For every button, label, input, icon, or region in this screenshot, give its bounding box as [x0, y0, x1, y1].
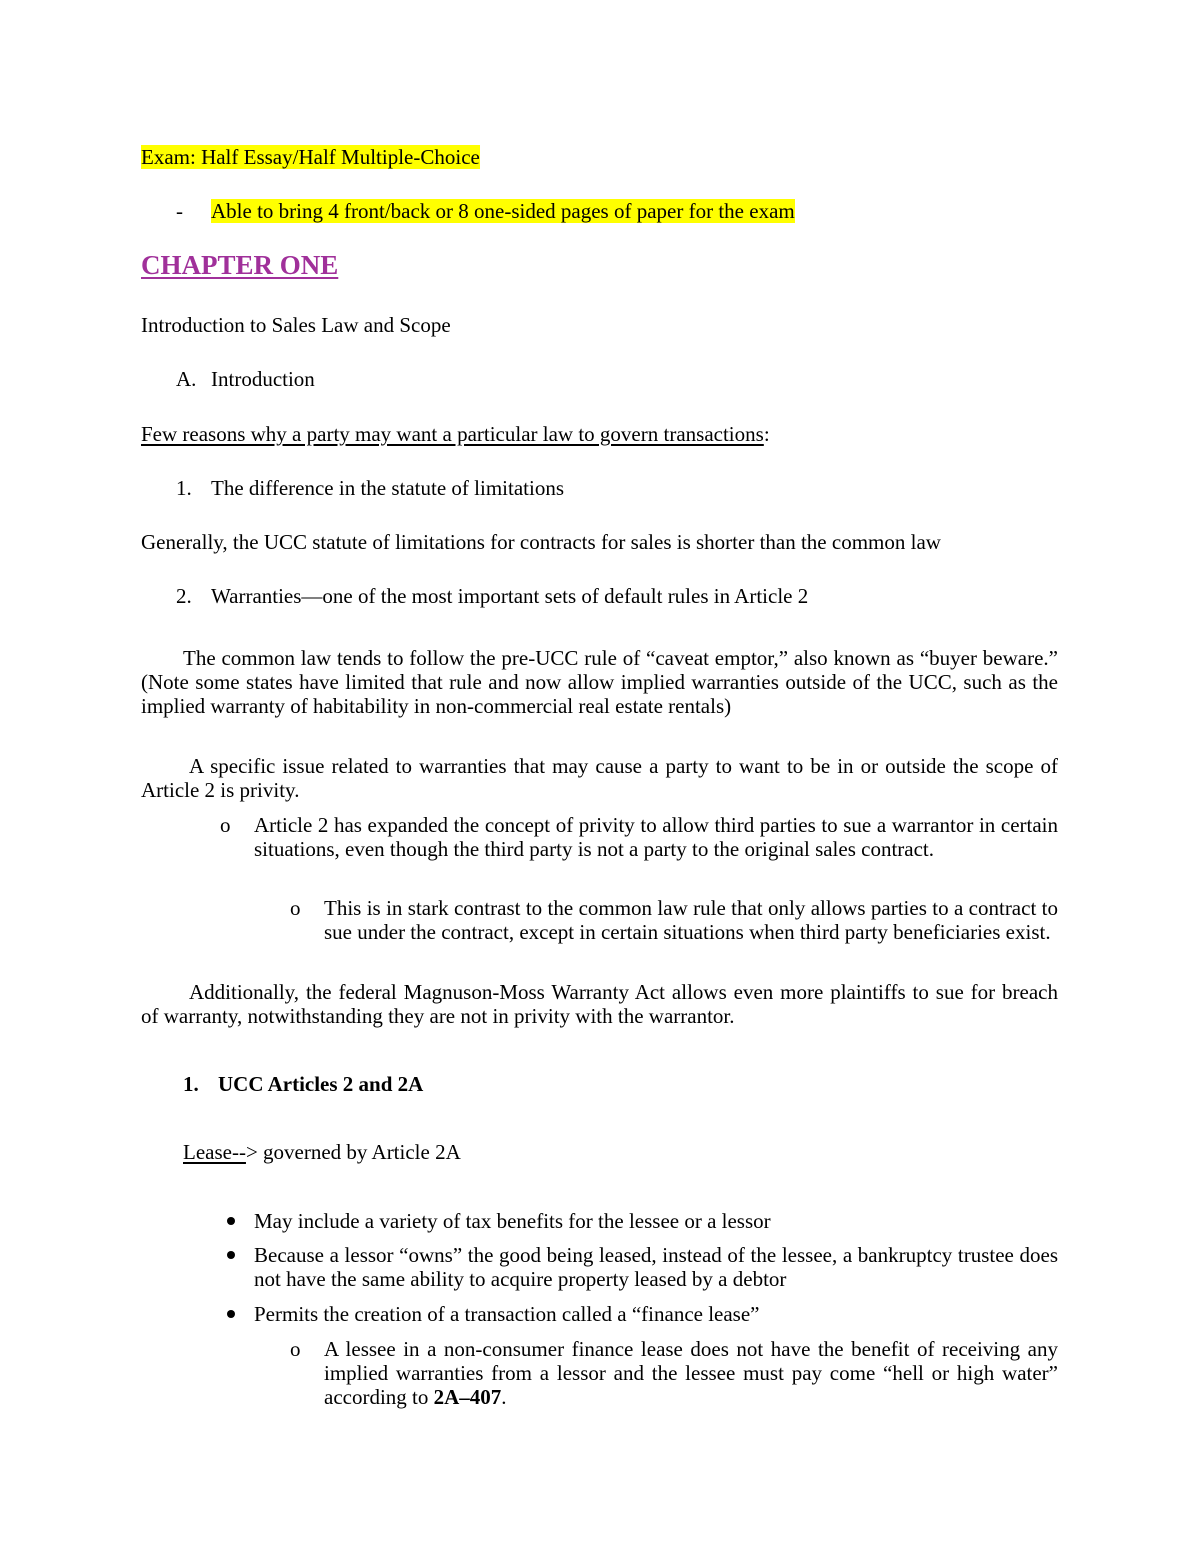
sub-bullet-marker: o: [220, 813, 231, 837]
exam-notes-text: Able to bring 4 front/back or 8 one-sided pages of paper for the exam: [211, 199, 795, 223]
lease-rest: > governed by Article 2A: [245, 1140, 461, 1164]
finance-lease-end: .: [501, 1385, 507, 1409]
privity-subsub-bullet: This is in stark contrast to the common law rule that only allows parties to a contract to sue under the contract, except in certain situations when third party beneficiaries exist.: [324, 896, 1058, 944]
bullet-disc-icon: [227, 1251, 235, 1259]
finance-sub-bullet-marker: o: [290, 1337, 301, 1361]
exam-dash: -: [176, 199, 183, 223]
exam-format-text: Exam: Half Essay/Half Multiple-Choice: [141, 145, 480, 169]
lease-bullet-3: Permits the creation of a transaction called a “finance lease”: [254, 1302, 760, 1326]
exam-format-line: [141, 145, 480, 169]
magnuson-moss-paragraph: Additionally, the federal Magnuson-Moss Warranty Act allows even more plaintiffs to sue for breach of warranty, notwithstanding they are not in privity with the warrantor.: [141, 980, 1058, 1028]
finance-lease-ref: 2A–407: [433, 1385, 502, 1409]
privity-paragraph: A specific issue related to warranties that may cause a party to want to be in or outside the scope of Article 2 is privity.: [141, 754, 1058, 802]
subsub-bullet-marker: o: [290, 896, 301, 920]
exam-notes-line: [211, 199, 795, 223]
item-2-number: 2.: [176, 584, 192, 608]
reasons-colon: :: [763, 422, 770, 446]
reasons-heading: [141, 422, 770, 446]
item-2-text: Warranties—one of the most important sets of default rules in Article 2: [211, 584, 809, 608]
bullet-disc-icon: [227, 1217, 235, 1225]
finance-lease-text: A lessee in a non-consumer finance lease does not have the benefit of receiving any implied warranties from a lessor and the lessee must pay come “hell or high water” according to: [324, 1337, 1058, 1409]
section-a-letter: A.: [176, 367, 197, 391]
reasons-heading-text: Few reasons why a party may want a particular law to govern transactions: [141, 422, 764, 446]
privity-sub-bullet: Article 2 has expanded the concept of privity to allow third parties to sue a warrantor in certain situations, even though the third party is not a party to the original sales contract.: [254, 813, 1058, 861]
intro-heading: Introduction to Sales Law and Scope: [141, 313, 451, 337]
lease-line: [183, 1140, 461, 1164]
generally-paragraph: Generally, the UCC statute of limitations for contracts for sales is shorter than the common law: [141, 530, 941, 554]
lease-word: Lease--: [183, 1140, 246, 1164]
lease-bullet-1: May include a variety of tax benefits for the lessee or a lessor: [254, 1209, 771, 1233]
section-1-title: UCC Articles 2 and 2A: [218, 1072, 424, 1096]
chapter-title: CHAPTER ONE: [141, 250, 339, 280]
item-1-number: 1.: [176, 476, 192, 500]
section-a-label: Introduction: [211, 367, 315, 391]
common-law-paragraph: The common law tends to follow the pre-UCC rule of “caveat emptor,” also known as “buyer beware.” (Note some states have limited that rule and now allow implied warranties outside of the UCC, such as the implied warranty of habitability in non-commercial real estate rentals): [141, 646, 1058, 718]
bullet-disc-icon: [227, 1310, 235, 1318]
section-1-number: 1.: [183, 1072, 199, 1096]
lease-bullet-2: Because a lessor “owns” the good being leased, instead of the lessee, a bankruptcy trustee does not have the same ability to acquire property leased by a debtor: [254, 1243, 1058, 1291]
item-1-text: The difference in the statute of limitations: [211, 476, 565, 500]
finance-lease-sub-bullet: [324, 1337, 1058, 1409]
